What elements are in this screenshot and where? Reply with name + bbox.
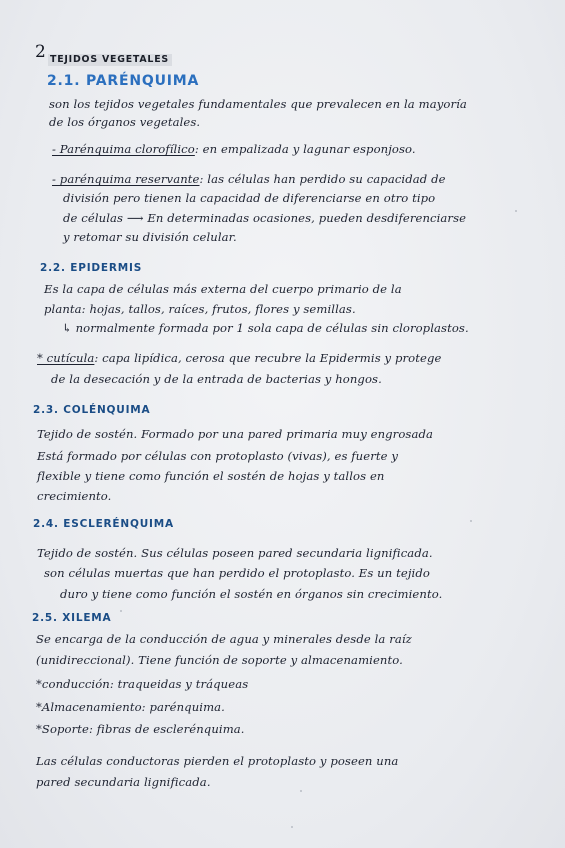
colenquima-line-2: Está formado por células con protoplasto (vivas), es fuerte y — [37, 449, 399, 463]
esclerenquima-line-3: duro y tiene como función el sostén en órganos sin crecimiento. — [60, 587, 443, 601]
section-heading-colenquima: 2.3. COLÉNQUIMA — [33, 404, 151, 416]
term-reservante: - parénquima reservante — [52, 172, 200, 186]
reservante-desc: : las células han perdido su capacidad de — [199, 172, 446, 186]
xilema-line-7: pared secundaria lignificada. — [36, 775, 211, 789]
esclerenquima-line-2: son células muertas que han perdido el protoplasto. Es un tejido — [44, 566, 430, 580]
xilema-line-4: *Almacenamiento: parénquima. — [36, 700, 225, 714]
parenquima-line-1: son los tejidos vegetales fundamentales que prevalecen en la mayoría — [49, 97, 467, 111]
title-number: 2 — [35, 42, 46, 62]
page-title: TEJIDOS VEGETALES — [50, 54, 169, 65]
section-heading-epidermis: 2.2. EPIDERMIS — [40, 262, 143, 274]
section-heading-xilema: 2.5. XILEMA — [32, 612, 112, 624]
colenquima-line-3: flexible y tiene como función el sostén de hojas y tallos en — [37, 469, 385, 483]
reservante-cont-3: y retomar su división celular. — [63, 230, 237, 244]
xilema-line-2: (unidireccional). Tiene función de soporte y almacenamiento. — [36, 653, 403, 667]
reservante-cont-1: división pero tienen la capacidad de diferenciarse en otro tipo — [63, 191, 436, 205]
colenquima-line-4: crecimiento. — [37, 489, 112, 503]
section-heading-parenquima: 2.1. PARÉNQUIMA — [47, 73, 200, 89]
term-clorofilico: - Parénquima clorofílico — [52, 142, 195, 156]
cuticula-cont-1: de la desecación y de la entrada de bacterias y hongos. — [51, 372, 382, 386]
parenquima-line-2: de los órganos vegetales. — [49, 115, 201, 129]
clorofilico-desc: : en empalizada y lagunar esponjoso. — [194, 142, 416, 156]
term-cuticula: * cutícula — [37, 351, 95, 365]
section-heading-esclerenquima: 2.4. ESCLERÉNQUIMA — [33, 518, 174, 530]
reservante-cont-2: de células ⟶ En determinadas ocasiones, pueden desdiferenciarse — [63, 211, 467, 225]
cuticula-desc: : capa lipídica, cerosa que recubre la Epidermis y protege — [94, 351, 442, 365]
parenquima-item-reservante — [52, 172, 446, 186]
epidermis-line-3: ↳ normalmente formada por 1 sola capa de células sin cloroplastos. — [62, 321, 469, 335]
parenquima-item-clorofilico — [52, 142, 416, 156]
xilema-line-6: Las células conductoras pierden el protoplasto y poseen una — [36, 754, 399, 768]
xilema-line-1: Se encarga de la conducción de agua y minerales desde la raíz — [36, 632, 412, 646]
epidermis-line-2: planta: hojas, tallos, raíces, frutos, flores y semillas. — [44, 302, 356, 316]
esclerenquima-line-1: Tejido de sostén. Sus células poseen pared secundaria lignificada. — [37, 546, 433, 560]
epidermis-item-cuticula — [37, 351, 441, 365]
xilema-line-3: *conducción: traqueidas y tráqueas — [36, 677, 249, 691]
colenquima-line-1: Tejido de sostén. Formado por una pared primaria muy engrosada — [37, 427, 434, 441]
xilema-line-5: *Soporte: fibras de esclerénquima. — [36, 722, 245, 736]
epidermis-line-1: Es la capa de células más externa del cuerpo primario de la — [44, 282, 402, 296]
